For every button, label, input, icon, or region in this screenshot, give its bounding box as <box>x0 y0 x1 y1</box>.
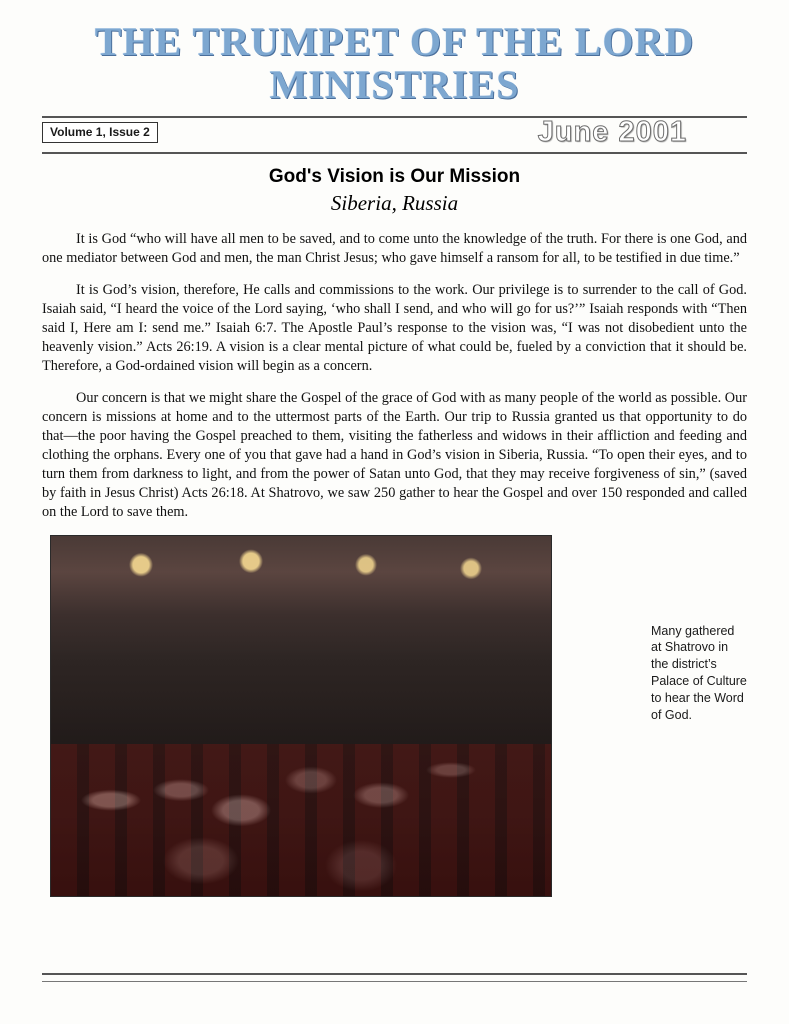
photo-caption: Many gathered at Shatrovo in the district’s Palace of Culture to hear the Word of God. <box>651 623 747 722</box>
article-paragraph-1: It is God “who will have all men to be saved, and to come unto the knowledge of the truth. For there is one God, and one mediator between God and men, the man Christ Jesus; who gave himself a ransom for all, to be testified in due time.” <box>42 230 747 266</box>
masthead-title-line1: THE TRUMPET OF THE LORD <box>94 19 695 64</box>
article-title: God's Vision is Our Mission <box>268 165 521 187</box>
congregation-photo <box>50 535 552 897</box>
masthead-title-line2: MINISTRIES <box>269 61 520 107</box>
article-paragraph-2: It is God’s vision, therefore, He calls and commissions to the work. Our privilege is to surrender to the call of God. Isaiah said, “I heard the voice of the Lord saying, ‘who shall I send, and who will go for us?’” Isaiah responds with “Then said I, Here am I: send me.” Isaiah 6:7. The Apostle Paul’s response to the vision was, “I was not disobedient unto the heavenly vision.” Acts 26:19. A vision is a clear mental picture of what could be, fueled by a conviction that it should be. Therefore, a God-ordained vision will begin as a concern. <box>42 281 747 374</box>
article-body <box>42 230 747 522</box>
photo-seats-layer <box>51 744 551 895</box>
photo-row <box>42 535 747 905</box>
volume-issue-label: Volume 1, Issue 2 <box>42 122 158 143</box>
footer-divider-2 <box>42 981 747 982</box>
footer-divider-group <box>0 973 789 982</box>
issue-date-label: June 2001 <box>537 115 687 148</box>
masthead <box>0 0 789 106</box>
article-subtitle: Siberia, Russia <box>330 190 459 215</box>
photo-background <box>51 536 551 896</box>
issue-bar <box>42 115 747 152</box>
article-paragraph-3: Our concern is that we might share the Gospel of the grace of God with as many people of the world as possible. Our concern is missions at home and to the uttermost parts of the Earth. Our trip to Russia granted us that opportunity to do that—the poor having the Gospel preached to them, visiting the fatherless and widows in their affliction and feeding and clothing the orphans. Every one of you that gave had a hand in God’s vision in Siberia, Russia. “To open their eyes, and to turn them from darkness to light, and from the power of Satan unto God, that they may receive forgiveness of sin,” (saved by faith in Jesus Christ) Acts 26:18. At Shatrovo, we saw 250 gather to hear the Gospel and over 150 responded and called on the Lord to save them. <box>42 389 747 520</box>
masthead-divider-bottom <box>42 152 747 154</box>
